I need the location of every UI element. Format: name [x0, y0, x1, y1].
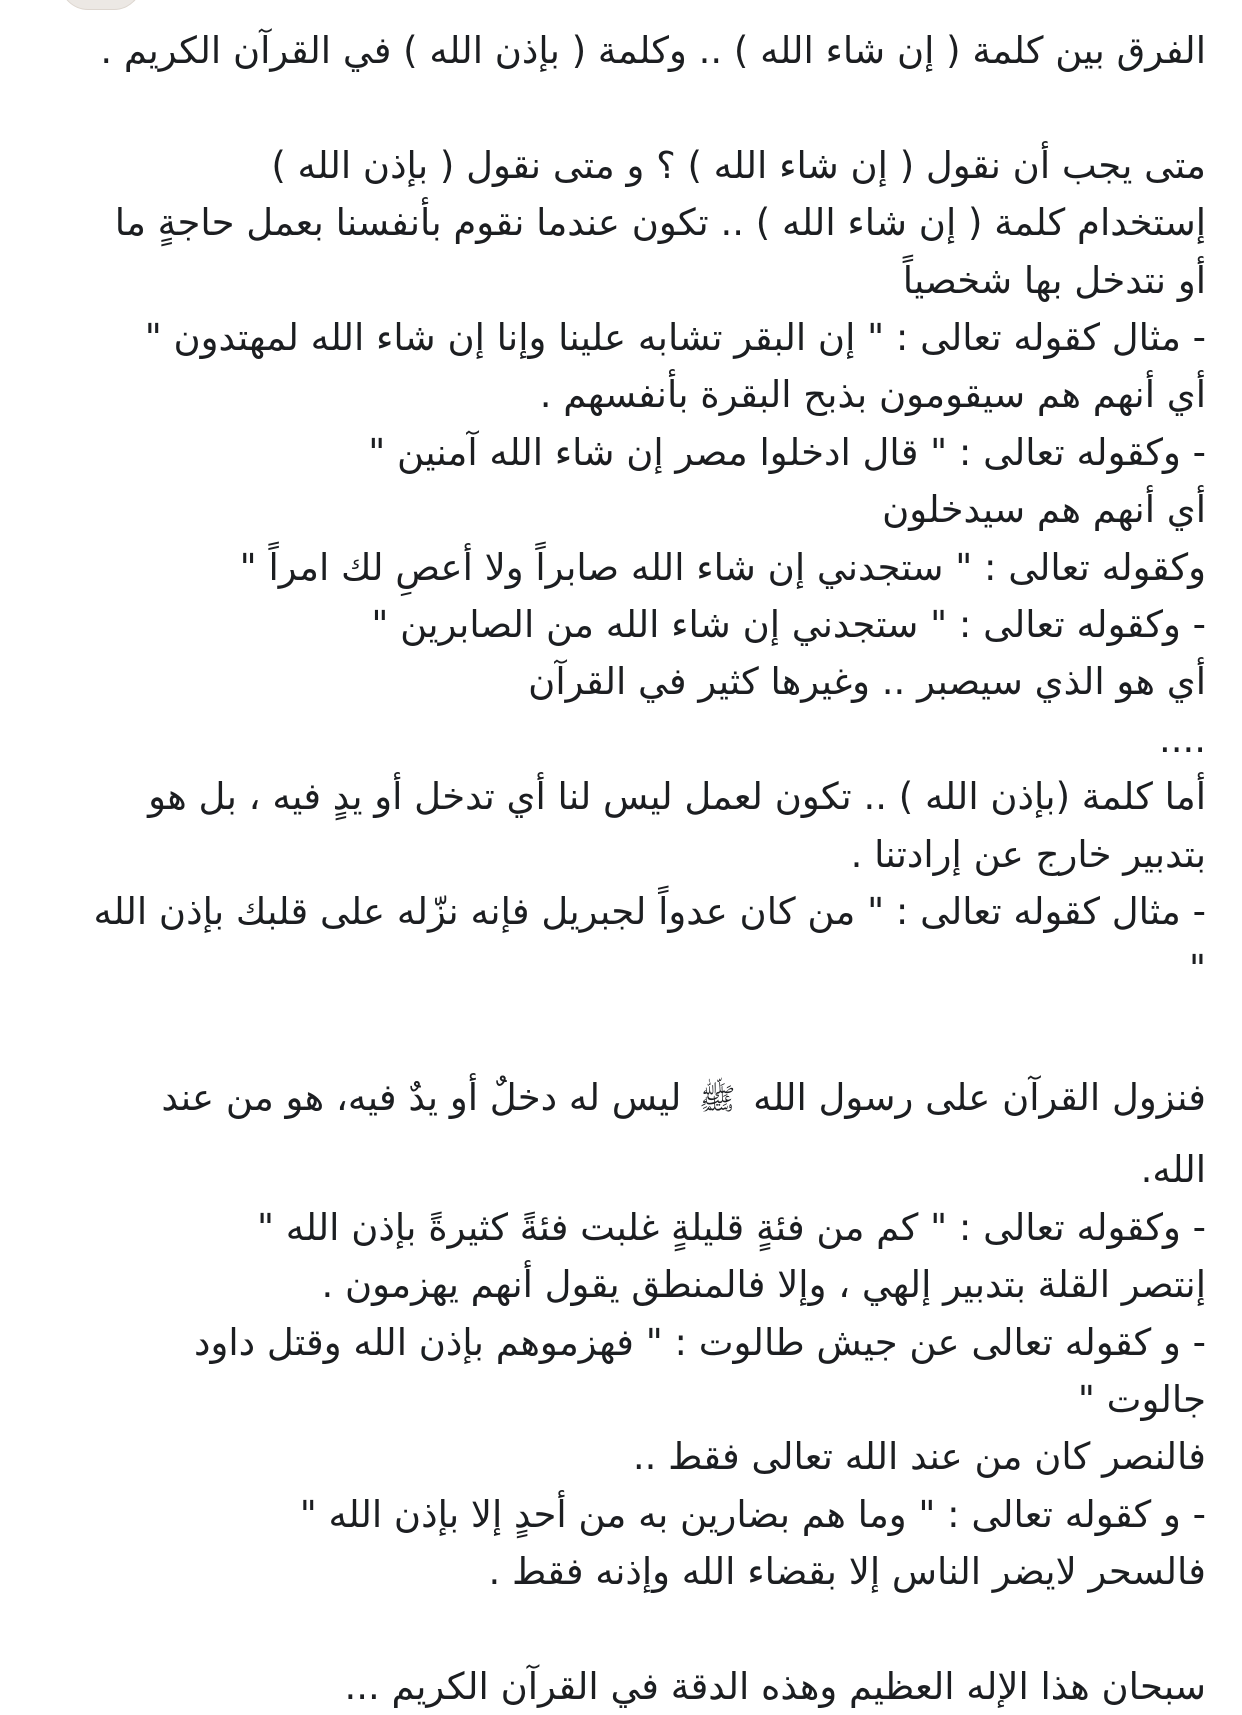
text-line: - وكقوله تعالى : " كم من فئةٍ قليلةٍ غلبت فئةً كثيرةً بإذن الله " [257, 1205, 1206, 1249]
post-text [30, 22, 1206, 1715]
text-line: إنتصر القلة بتدبير إلهي ، وإلا فالمنطق يقول أنهم يهزمون . [321, 1263, 1206, 1307]
closing-line: سبحان هذا الإله العظيم وهذه الدقة في القرآن الكريم ... [344, 1664, 1206, 1708]
text-line: فالسحر لايضر الناس إلا بقضاء الله وإذنه فقط . [488, 1550, 1206, 1594]
text-line: - مثال كقوله تعالى : " إن البقر تشابه علينا وإنا إن شاء الله لمهتدون " [144, 316, 1206, 360]
text-line: الله. [1140, 1148, 1206, 1192]
text-line: - و كقوله تعالى : " وما هم بضارين به من أحدٍ إلا بإذن الله " [299, 1492, 1206, 1536]
text-segment: فنزول القرآن على رسول الله [753, 1076, 1206, 1120]
text-line: أو نتدخل بها شخصياً [902, 258, 1206, 302]
ellipsis-line: .... [1158, 717, 1206, 761]
honorific-calligraphy: ﷺ [699, 1081, 736, 1117]
text-line: جالوت " [1077, 1377, 1206, 1421]
blank-line [30, 79, 1206, 136]
text-line: متى يجب أن نقول ( إن شاء الله ) ؟ و متى نقول ( بإذن الله ) [271, 143, 1206, 187]
text-line: أما كلمة (بإذن الله ) .. تكون لعمل ليس لنا أي تدخل أو يدٍ فيه ، بل هو [148, 775, 1206, 819]
text-line: أي أنهم هم سيقومون بذبح البقرة بأنفسهم . [539, 373, 1206, 417]
blank-line [30, 998, 1206, 1055]
text-segment: ليس له دخلٌ أو يدٌ فيه، هو من عند [161, 1076, 682, 1120]
text-line: - وكقوله تعالى : " قال ادخلوا مصر إن شاء الله آمنين " [368, 430, 1206, 474]
text-line: بتدبير خارج عن إرادتنا . [850, 832, 1206, 876]
text-line: وكقوله تعالى : " ستجدني إن شاء الله صابراً ولا أعصِ لك امراً " [239, 545, 1206, 589]
text-line: فالنصر كان من عند الله تعالى فقط .. [632, 1435, 1206, 1479]
blank-line [30, 1601, 1206, 1658]
post-title: الفرق بين كلمة ( إن شاء الله ) .. وكلمة ( بإذن الله ) في القرآن الكريم . [100, 29, 1206, 72]
text-line: - و كقوله تعالى عن جيش طالوت : " فهزموهم بإذن الله وقتل داود [193, 1320, 1206, 1364]
text-line: أي أنهم هم سيدخلون [882, 488, 1206, 532]
text-line: أي هو الذي سيصبر .. وغيرها كثير في القرآن [528, 660, 1206, 704]
text-line: - مثال كقوله تعالى : " من كان عدواً لجبريل فإنه نزّله على قلبك بإذن الله [93, 890, 1206, 934]
text-line: - وكقوله تعالى : " ستجدني إن شاء الله من الصابرين " [371, 603, 1206, 647]
text-line: " [1188, 947, 1206, 991]
avatar[interactable] [60, 0, 142, 10]
prophet-line [30, 1055, 1206, 1141]
text-line: إستخدام كلمة ( إن شاء الله ) .. تكون عندما نقوم بأنفسنا بعمل حاجةٍ ما [114, 201, 1206, 245]
